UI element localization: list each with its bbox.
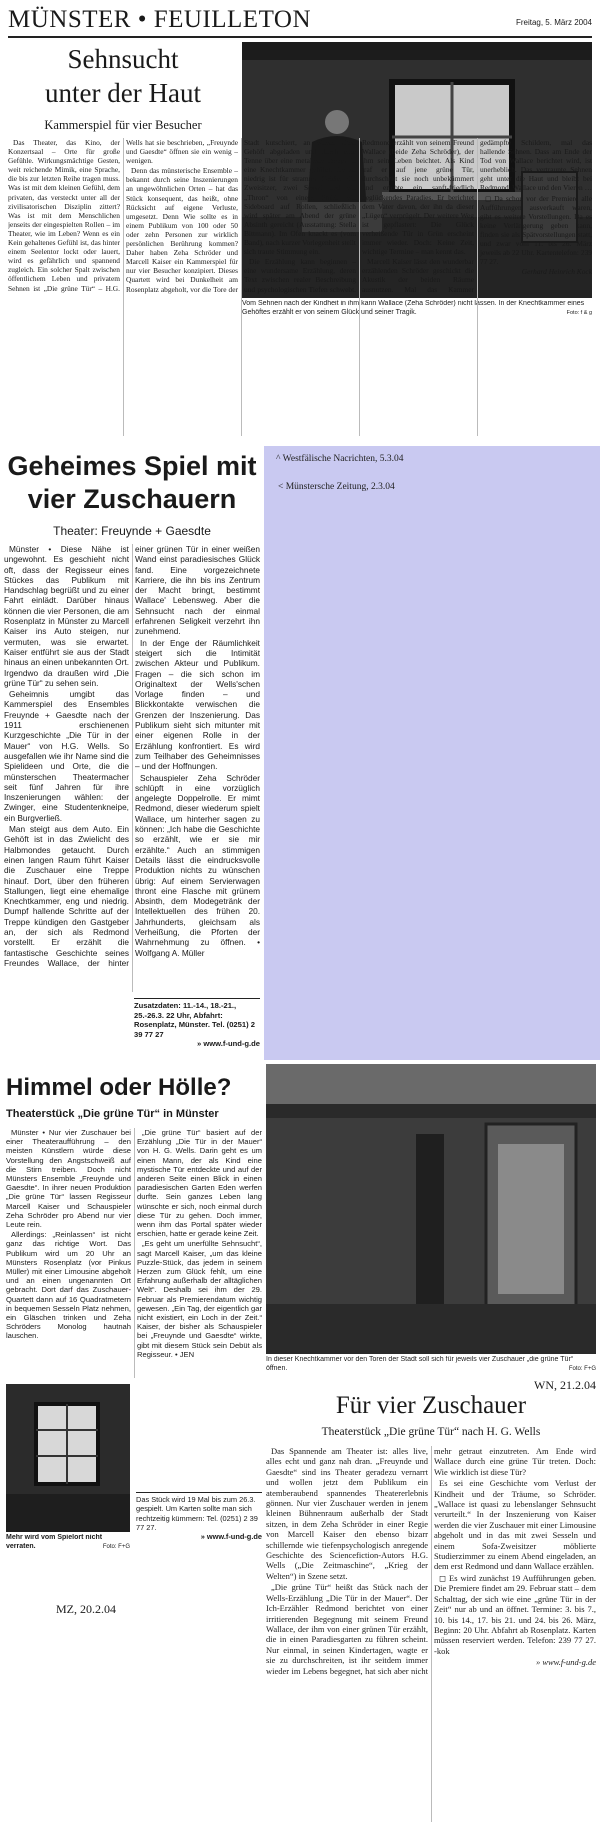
photo-credit: Foto: F+G xyxy=(568,1365,596,1372)
paragraph: ◻ Es wird zunächst 19 Aufführungen geben. Die Premiere findet am 29. Februar statt – dem Schalttag, der sich wie eine „grüne Tür in der Zeit“ nur ab und an öffnet. Termine: 3. bis 7., 10. bis 14., 17. bis 21. und 24. bis 26. März, Beginn: 20 Uhr. Abfahrt ab Rosenplatz. Karten müssen reserviert werden. Telefon: 239 77 27. -kok xyxy=(434,1572,596,1656)
paragraph: Münster • Diese Nähe ist ungewohnt. Es geschieht nicht oft, dass der Regisseur eines Stückes das Publikum mit Handschlag begrüßt und zu einer Fahrt einlädt. Darüber hinaus können die vier Personen, die am Rosenplatz in Münster zu Marcell Kaiser ins Auto steigen, nur vermuten, was sie erwartet. Kaiser entführt sie aus der Stadt hinaus an einen unbekannten Ort. Irgendwo da draußen wird „Die grüne Tür“ zu sehen sein. xyxy=(4,544,130,688)
article-geheimes-spiel xyxy=(0,446,262,1058)
masthead-rule xyxy=(8,36,592,38)
headline xyxy=(8,42,238,114)
paragraph: „Die grüne Tür“ heißt das Stück nach der Wells-Erzählung „Die Tür in der Mauer“. Der Ich-Erzähler Redmond berichtet von einer irritierenden Begegnung mit seinem Freund Wallace, der ihm von einer grünen Tür erzählt, die in einen Paradiesgarten zu führen scheint. Nur einmal, in seinen Kindertagen, wagte er sie zu durchschreiten, ist ihr seitdem immer wieder im Lebens begegnet, hat sich aber nicht mehr getraut einzutreten. Am Ende wird Wallace durch eine grüne Tür treten. Doch: Wie wirklich ist diese Tür? xyxy=(266,1446,596,1676)
issue-date: Freitag, 5. März 2004 xyxy=(515,18,592,27)
headline xyxy=(4,450,260,520)
subhead: Theater: Freuynde + Gaesdte xyxy=(53,524,211,538)
photo-credit: Foto: f & g xyxy=(566,309,592,316)
headline: Für vier Zuschauer xyxy=(335,1392,527,1419)
info-box xyxy=(134,998,260,1054)
headline-line-1: Geheimes Spiel mit xyxy=(7,451,257,481)
paragraph: Geheimnis umgibt das Kammerspiel des Ensembles Freuynde + Gaesdte nach der 1911 erschienenen Kurzgeschichte „Die Tür in der Mauer“ von H.G. Wells. So ausgefallen wie ihr Name sind die Spielideen und Orte, die die münsterschen Theatermacher seit fünf Jahren für ihre Inszenierungen wählen: der Zwinger, eine Studentenkneipe, ein Burgverließ. xyxy=(4,689,129,823)
article-body xyxy=(6,1128,262,1378)
paragraph: Schauspieler Zeha Schröder schlüpft in eine vorzüglich angelegte Doppelrolle. Er mimt Redmond, dieser wiederum spielt Wallace, um hinterher sagen zu können: „Ich habe die Geschichte so erzählt, wie er sie mir erzählte.“ Auch an stimmigen Details lässt die eindrucksvolle Produktion nichts zu wünschen übrig: Auf einem Servierwagen thront eine Flasche mit grünem Absinth, dem Modegetränk der Intellektuellen des frühen 20. Jahrhunderts, gleichsam als Verheißung, die Pforten der Wahrnehmung zu öffnen. • Wolfgang A. Müller xyxy=(135,772,260,958)
paragraph: Das Spannende am Theater ist: alles live, alles echt und ganz nah dran. „Freuynde und Gaesdte“ sind ins Theater geradezu vernarrt und wollen jetzt dem Publikum ein atemberaubend spannendes Theatererlebnis gönnen. Nur vier Zuschauer werden in jenem kleinen Bühnenraum außerhalb der Stadt sitzen, in dem Zeha Schröder in einer Regie von Marcell Kaiser den ebenso bizarr schillernde wie tiefenpsychologisch anregende Geschichte des Sciencefiction-Autors H.G. Wells („Die Zeitmaschine“, „Krieg der Welten“) in Szene setzt. xyxy=(266,1446,428,1581)
photo-doorway-scene xyxy=(266,1064,596,1354)
paragraph: „Es geht um unerfüllte Sehnsucht“, sagt Marcell Kaiser, „um das kleine Puzzle-Stück, das jedem in seinem Herzen zum Glück fehlt, um eine Erfahrung außerhalb der alltäglichen Welt“. Deshalb sei ihm der 29. Februar als Premierendatum wichtig gewesen. „Ein Tag, der eigentlich gar nicht existiert, ein Loch in der Zeit.“ Kaiser, der bisher als Schauspieler bei „Freuynde und Gaesdte“ wirkte, gibt mit diesem Stück sein Debüt als Regisseur. • JEN xyxy=(137,1239,262,1359)
paragraph: Man steigt aus dem Auto. Ein Gehöft ist in das Zwielicht des Halbmondes getaucht. Durch einen langen Raum führt Kaiser die Zuschauer eine Treppe hinauf. Dort, über den früheren Stallungen, liegt eine ehemalige Knechtkammer, eng und niedrig. Dumpf hallende Schritte auf der Treppe kündigen den Gastgeber an, der sich als Redmond vorstellt. Er erzählt die fantastische Geschichte seines Freundes Wallace, der hinter einer grünen Tür in einer weißen Wand einst paradiesisches Glück fand. Eine vorgezeichnete Karriere, die ihn bis ins Zentrum der Macht bringt, bestimmt Wallace' Lebensweg. Aber die Sehnsucht nach der einmal erfahrenen Seligkeit verzehrt ihn zunehmend. xyxy=(4,544,260,968)
paragraph: Denn das münsterische Ensemble – bekannt durch seine Inszenierungen an ungewöhnlichen Orten – hat das Stück konsequent, das heißt, ohne Rücksicht auf eigene Verluste, umgesetzt. Denn Wie sollte es in einem Publikum von 100 oder 50 oder zehn Personen zur wirklich persönlichen Berührung kommen? Daher haben Zeha Schröder und Marcell Kaiser ein Kammerspiel für nur vier Besucher konzipiert. Dieses Quartett wird bei Dunkelheit am Rosenplatz abgeholt, vor die Tore der Stadt kutschiert, an einem alten Gehöft abgeladen und durch eine Tenne über eine metallene Treppe in eine Knechtkammer geführt, die zu niedrig ist für stramme Größe. Ein Zweisitzer, zwei Sessel und ein „Thron“ von einem Stuhl, ein Sideboard auf Rollen, schließlich wird später am Abend der grüne Absinth gereicht (Ausstattung: Stella Bittmann). Im Ofen knackt es (vom Band), nach kurzer Vorlegenheit stellt sich traute Stimmung ein. xyxy=(126,138,356,294)
subhead: Theaterstück „Die grüne Tür“ in Münster xyxy=(6,1108,219,1120)
subhead: Theaterstück „Die grüne Tür“ nach H. G. Wells xyxy=(321,1426,541,1438)
info-box xyxy=(136,1492,262,1554)
paragraph: Die Erzählung kann beginnen – eine wundersame Erzählung, deren Text zwischen realer Beschreibung und psychologischen Tiefen schwebt. Redmond erzählt von seinem Freund Wallace (beide Zeha Schröder), der ihm sein Leben beichtet. Als Kind traf er auf jene grüne Tür, durchschritt sie noch unbekümmert und erlebte ein sanft-friedlich beglückendes Paradies. Er berichtet dem Vater davon, der ihn da dieser „Lügen“ verprügelt. Der weitere Weg ist gepflastert: Die Glück verheißende Tür in Grün erscheint immer wieder. Doch: Keine Zeit, wichtige Termine – man kennt das. xyxy=(244,138,474,294)
article-feuilleton xyxy=(0,0,600,444)
photo-window xyxy=(6,1384,130,1532)
lavender-panel xyxy=(264,446,600,1060)
source-note-wn: ^ Westfälische Nacrichten, 5.3.04 xyxy=(276,454,404,464)
photo-caption xyxy=(6,1534,130,1558)
headline-line-1: Sehnsucht xyxy=(67,44,179,74)
caption-text: Mehr wird vom Spielort nicht verraten. xyxy=(6,1534,103,1550)
paragraph: Allerdings: „Reinlassen“ ist nicht ganz das richtige Wort. Das Publikum wird um 20 Uhr an Münsters Rosenplatz (vor Pinkus Müller) mit einer Limousine abgeholt und an einen ungenannten Ort gebracht. Dort darf das Zuschauer-Quartett dann auf 16 Quadratmetern in bequemen Sesseln Platz nehmen, ein Gläschen trinken und Zeha Schröders Monolog hautnah lauschen. xyxy=(6,1230,131,1341)
photo-doorway xyxy=(266,1064,596,1354)
article-body xyxy=(8,138,592,436)
caption-text: Vom Sehnen nach der Kindheit in ihm kann Wallace (Zeha Schröder) nicht lassen. In der Knechtkammer eines Gehöftes erzählt er von seinem Glück und seiner Tragik. xyxy=(242,300,585,316)
paragraph: In der Enge der Räumlichkeit steigert sich die Intimität zwischen Akteur und Publikum. Fragen – die sich schon im Originaltext der Wells'schen Vorlage finden – und Blickkontakte verwischen die Grenzen der Inszenierung. Das Publikum sieht sich mitunter mit einer eigenen Rolle in der Erzählung konfrontiert. Es wird zum Teilhaber des Geheimnisses – und der Hoffnungen. xyxy=(135,637,260,772)
website-link[interactable]: » www.f-und-g.de xyxy=(535,1657,596,1668)
headline-line-2: vier Zuschauern xyxy=(27,484,237,514)
paragraph: ◻ Da schon vor der Premiere alle Aufführungen ausverkauft waren, gibt es weitere Vorstellungen. Da es keine Verlängerung geben kann, finden sie als Spätvorstellungen statt, und zwar vom 11. bis 26. März jeweils ab 22 Uhr. Kartentelefon: 239 77 27. xyxy=(480,193,592,267)
article-himmel-oder-hoelle xyxy=(0,1062,262,1828)
website-link[interactable]: » www.f-und-g.de xyxy=(200,1532,262,1542)
info-box-text: Das Stück wird 19 Mal bis zum 26.3. gespielt. Um Karten sollte man sich rechtzeitig kümmern: Tel. (0251) 2 39 77 27. xyxy=(136,1495,258,1532)
paragraph: Münster • Nur vier Zuschauer bei einer Theateraufführung – den meisten Künstlern würde diese Vorstellung den Angstschweiß auf die Stirn treiben. Doch nicht Münsters Ensemble „Freuynde und Gaesdte“. In ihrer neuen Produktion „Die grüne Tür“ lassen Regisseur Marcell Kaiser und Schauspieler Zeha Schröder pro Abend nur vier Leute rein. xyxy=(6,1128,131,1230)
subhead: Kammerspiel für vier Besucher xyxy=(44,118,202,132)
paragraph: Marcell Kaiser lässt den wunderbar erzählenden Schröder geschickt die Akustik der beiden Räume ausnutzen. Mal das Kammer gedämpfte Schildern, mal das hallende Sehnen. Dass am Ende der Tod von Wallace berichtet wird, ist unerheblich. Das vertraunte Sehnen geht unter die Haut und bleibt bei Redmond, Wallace und den Vieren … xyxy=(362,138,592,294)
info-box-text: Zusatzdaten: 11.-14., 18.-21., 25.-26.3. 22 Uhr, Abfahrt: Rosenplatz, Münster. Tel. (0251) 2 39 77 27 xyxy=(134,1001,255,1039)
paragraph: Das Theater, das Kino, der Konzertsaal – Orte für große Gefühle. Wirkungsmächtige Gesten, weit reichende Mimik, eine Sprache, die bis zur letzten Reihe tragen muss. Was ist mit dem kleinen Gefühl, dem privaten, das versteckt unter all der zivilisatorischen Disziplin zittert? Was ist mit dem Menschlichen jenseits der eingespielten Rollen – im Theater, wie im Leben? Wenn es ein Kein gehaltenes Gefühl ist, das hinter einem Seelentor lockt oder lauert, wird es gefährlich und spannend zugleich. Ein solcher Spalt zwischen öffentlichem Leben und privatem Sehnen ist „Die grüne Tür“ – H.G. Wells hat sie beschrieben, „Freuynde und Gaesdte“ öffnen sie ein wenig – wenigen. xyxy=(8,138,238,293)
source-note-mz: < Münstersche Zeitung, 2.3.04 xyxy=(278,482,395,492)
source-mz: MZ, 20.2.04 xyxy=(56,1602,116,1616)
photo-caption xyxy=(266,1356,596,1376)
source-wn: WN, 21.2.04 xyxy=(534,1378,596,1392)
headline: Himmel oder Hölle? xyxy=(6,1074,232,1101)
article-body xyxy=(266,1446,596,1822)
article-fuer-vier-zuschauer xyxy=(266,1062,600,1828)
masthead: MÜNSTER • FEUILLETON xyxy=(8,6,312,33)
photo-credit: Foto: F+G xyxy=(102,1543,130,1550)
author: Gerhard Heinrich Kock xyxy=(521,267,592,277)
paragraph: „Die grüne Tür“ basiert auf der Erzählung „Die Tür in der Mauer“ von H. G. Wells. Darin geht es um einen Mann, der als Kind eine mystische Tür entdeckte und auf der anderen Seite einen Blick in einen paradiesischen Garten Eden werfen durfte. Sein ganzes Leben lang wünschte er sich, noch einmal durch diese Tür zu gehen. Doch immer, wenn ihm das Portal später wieder erschien, hatte er gerade keine Zeit. xyxy=(137,1128,262,1239)
article-body xyxy=(4,544,260,992)
website-link[interactable]: » www.f-und-g.de xyxy=(197,1039,260,1049)
photo-window-scene xyxy=(6,1384,130,1532)
caption-text: In dieser Knechtkammer vor den Toren der Stadt soll sich für jeweils vier Zuschauer „die grüne Tür“ öffnen. xyxy=(266,1356,574,1372)
paragraph: Es sei eine Geschichte vom Verlust der Kindheit und der Träume, so Schröder. „Wallace ist quasi zu lebenslanger Sehnsucht verurteilt.“ In der Inszenierung von Kaiser werden die vier Zuschauer mit einer Limousine abgeholt und in das mit zwei Sesseln und einem Sofa-Zweisitzer möblierte Studierzimmer zu einem Abend eingeladen, an dem erst Redmond und dann Wallace erzählen. xyxy=(434,1478,596,1572)
headline-line-2: unter der Haut xyxy=(45,78,201,108)
